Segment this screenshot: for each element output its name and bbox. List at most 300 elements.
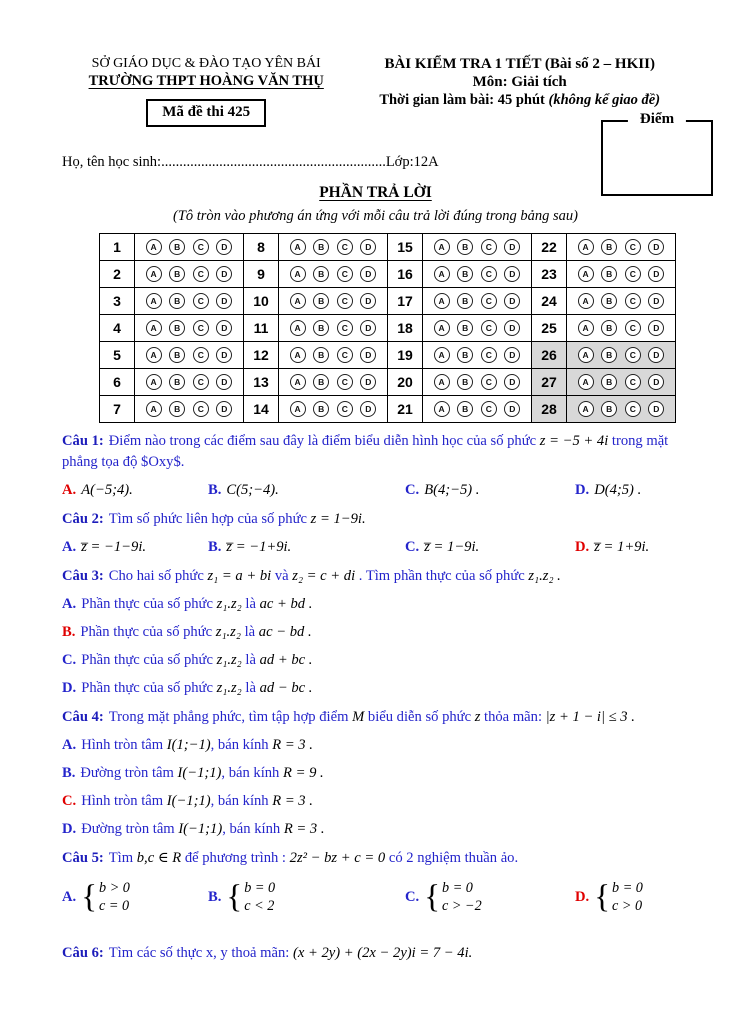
question-2-body: Tìm số phức liên hợp của số phức <box>108 511 311 527</box>
bubble-12-C[interactable]: C <box>337 347 353 363</box>
option-2C <box>405 537 575 558</box>
bubble-row-18 <box>423 320 531 336</box>
answer-number-15: 15 <box>388 234 423 261</box>
answer-grid-row <box>100 261 676 288</box>
exam-code-box <box>146 99 266 127</box>
answer-bubbles-17 <box>423 288 532 315</box>
bubble-26-D[interactable]: D <box>648 347 664 363</box>
bubble-20-C[interactable]: C <box>481 374 497 390</box>
bubble-26-B[interactable]: B <box>601 347 617 363</box>
question-1-formula: z = −5 + 4i <box>539 433 609 449</box>
bubble-8-A[interactable]: A <box>290 239 306 255</box>
bubble-10-B[interactable]: B <box>313 293 329 309</box>
bubble-7-D[interactable]: D <box>216 401 232 417</box>
option-1D-letter: D. <box>575 482 590 498</box>
answer-number-1: 1 <box>100 234 135 261</box>
option-3A-text: Phần thực của số phức <box>81 596 217 612</box>
bubble-26-A[interactable]: A <box>578 347 594 363</box>
bubble-6-A[interactable]: A <box>146 374 162 390</box>
exam-duration-note: (không kể giao đề) <box>548 92 661 108</box>
answer-bubbles-9 <box>279 261 388 288</box>
answer-bubbles-16 <box>423 261 532 288</box>
bubble-8-D[interactable]: D <box>360 239 376 255</box>
bubble-5-B[interactable]: B <box>169 347 185 363</box>
answer-bubbles-13 <box>279 369 388 396</box>
option-5A-line1: b > 0 <box>99 880 130 896</box>
option-4C-text: Hình tròn tâm <box>81 793 167 809</box>
bubble-8-C[interactable]: C <box>337 239 353 255</box>
answer-bubbles-28 <box>567 396 676 423</box>
question-2 <box>62 509 689 558</box>
option-4D <box>62 819 689 840</box>
exam-duration <box>350 92 689 109</box>
bubble-4-A[interactable]: A <box>146 320 162 336</box>
answer-bubbles-15 <box>423 234 532 261</box>
bubble-20-D[interactable]: D <box>504 374 520 390</box>
option-2B-letter: B. <box>208 539 222 555</box>
option-3C-text: Phần thực của số phức <box>81 652 217 668</box>
option-4D-radius: R = 3 . <box>283 821 325 837</box>
answer-grid-row <box>100 288 676 315</box>
question-5-body: Tìm <box>108 850 137 866</box>
question-5-options <box>62 879 689 915</box>
bubble-19-A[interactable]: A <box>434 347 450 363</box>
option-1A-value: A(−5;4). <box>81 482 133 498</box>
bubble-row-27 <box>567 374 675 390</box>
bubble-2-B[interactable]: B <box>169 266 185 282</box>
answer-number-21: 21 <box>388 396 423 423</box>
answer-bubbles-3 <box>135 288 244 315</box>
option-4C <box>62 791 689 812</box>
bubble-23-D[interactable]: D <box>648 266 664 282</box>
bubble-18-C[interactable]: C <box>481 320 497 336</box>
option-4A <box>62 735 689 756</box>
bubble-17-C[interactable]: C <box>481 293 497 309</box>
bubble-row-2 <box>135 266 243 282</box>
option-3C-text2: là <box>241 652 260 668</box>
bubble-3-A[interactable]: A <box>146 293 162 309</box>
bubble-27-B[interactable]: B <box>601 374 617 390</box>
answer-number-16: 16 <box>388 261 423 288</box>
answer-grid-table <box>99 233 676 423</box>
bubble-6-B[interactable]: B <box>169 374 185 390</box>
bubble-3-C[interactable]: C <box>193 293 209 309</box>
bubble-9-B[interactable]: B <box>313 266 329 282</box>
bubble-4-B[interactable]: B <box>169 320 185 336</box>
bubble-26-C[interactable]: C <box>625 347 641 363</box>
option-1B-value: C(5;−4). <box>226 482 279 498</box>
bubble-14-A[interactable]: A <box>290 401 306 417</box>
answer-bubbles-2 <box>135 261 244 288</box>
option-5A <box>62 879 208 915</box>
bubble-11-A[interactable]: A <box>290 320 306 336</box>
question-6 <box>62 943 689 964</box>
questions-section <box>62 431 689 964</box>
bubble-16-B[interactable]: B <box>457 266 473 282</box>
bubble-28-D[interactable]: D <box>648 401 664 417</box>
bubble-row-16 <box>423 266 531 282</box>
answer-number-13: 13 <box>244 369 279 396</box>
answer-number-14: 14 <box>244 396 279 423</box>
bubble-28-A[interactable]: A <box>578 401 594 417</box>
bubble-row-17 <box>423 293 531 309</box>
bubble-25-A[interactable]: A <box>578 320 594 336</box>
answer-number-11: 11 <box>244 315 279 342</box>
bubble-22-D[interactable]: D <box>648 239 664 255</box>
bubble-21-D[interactable]: D <box>504 401 520 417</box>
option-4B-center: I(−1;1) <box>177 765 222 781</box>
option-5B-line2: c < 2 <box>244 898 275 914</box>
answer-number-27: 27 <box>532 369 567 396</box>
bubble-9-D[interactable]: D <box>360 266 376 282</box>
bubble-24-A[interactable]: A <box>578 293 594 309</box>
bubble-21-B[interactable]: B <box>457 401 473 417</box>
answer-bubbles-20 <box>423 369 532 396</box>
option-4A-letter: A. <box>62 737 77 753</box>
bubble-15-B[interactable]: B <box>457 239 473 255</box>
exam-duration-text: Thời gian làm bài: 45 phút <box>379 92 549 108</box>
option-4B <box>62 763 689 784</box>
option-5C-line2: c > −2 <box>442 898 482 914</box>
bubble-7-B[interactable]: B <box>169 401 185 417</box>
bubble-row-26 <box>567 347 675 363</box>
answer-bubbles-14 <box>279 396 388 423</box>
question-2-label: Câu 2: <box>62 511 104 527</box>
bubble-19-C[interactable]: C <box>481 347 497 363</box>
question-6-label: Câu 6: <box>62 945 104 961</box>
bubble-19-B[interactable]: B <box>457 347 473 363</box>
bubble-18-A[interactable]: A <box>434 320 450 336</box>
bubble-5-D[interactable]: D <box>216 347 232 363</box>
bubble-18-B[interactable]: B <box>457 320 473 336</box>
option-2D <box>575 537 689 558</box>
bubble-10-A[interactable]: A <box>290 293 306 309</box>
question-3-body: Cho hai số phức <box>108 568 208 584</box>
bubble-9-C[interactable]: C <box>337 266 353 282</box>
bubble-20-A[interactable]: A <box>434 374 450 390</box>
bubble-16-A[interactable]: A <box>434 266 450 282</box>
bubble-17-D[interactable]: D <box>504 293 520 309</box>
bubble-row-13 <box>279 374 387 390</box>
question-2-text <box>62 509 689 530</box>
bubble-row-23 <box>567 266 675 282</box>
bubble-6-D[interactable]: D <box>216 374 232 390</box>
option-1A <box>62 480 208 501</box>
bubble-row-1 <box>135 239 243 255</box>
answer-grid-body <box>100 234 676 423</box>
option-5D-letter: D. <box>575 888 590 905</box>
option-4D-text: Đường tròn tâm <box>81 821 179 837</box>
bubble-13-D[interactable]: D <box>360 374 376 390</box>
student-info-line <box>62 154 689 171</box>
option-3A-letter: A. <box>62 596 77 612</box>
option-2B <box>208 537 405 558</box>
question-3-label: Câu 3: <box>62 568 104 584</box>
bubble-row-28 <box>567 401 675 417</box>
option-5D <box>575 879 689 915</box>
bubble-20-B[interactable]: B <box>457 374 473 390</box>
department-name: SỞ GIÁO DỤC & ĐÀO TẠO YÊN BÁI <box>91 56 321 71</box>
answer-grid-row <box>100 342 676 369</box>
answer-bubbles-18 <box>423 315 532 342</box>
bubble-1-B[interactable]: B <box>169 239 185 255</box>
bubble-27-D[interactable]: D <box>648 374 664 390</box>
left-brace: { <box>226 878 243 915</box>
bubble-row-3 <box>135 293 243 309</box>
option-4A-text: Hình tròn tâm <box>81 737 167 753</box>
option-2A-letter: A. <box>62 539 77 555</box>
bubble-7-A[interactable]: A <box>146 401 162 417</box>
option-3B <box>62 622 689 643</box>
answer-bubbles-6 <box>135 369 244 396</box>
bubble-13-B[interactable]: B <box>313 374 329 390</box>
answer-number-19: 19 <box>388 342 423 369</box>
option-5B-letter: B. <box>208 888 222 905</box>
answer-section-subtitle: (Tô tròn vào phương án ứng với mỗi câu trả lời đúng trong bảng sau) <box>172 208 579 224</box>
bubble-row-14 <box>279 401 387 417</box>
question-4-formula2: z <box>474 709 481 725</box>
bubble-13-C[interactable]: C <box>337 374 353 390</box>
question-1-body: Điểm nào trong các điểm sau đây là điểm biểu diễn hình học của số phức <box>108 433 540 449</box>
bubble-19-D[interactable]: D <box>504 347 520 363</box>
bubble-28-B[interactable]: B <box>601 401 617 417</box>
question-2-formula: z = 1−9i. <box>310 511 366 527</box>
option-5C <box>405 879 575 915</box>
option-3A-sub: z₁.z₂ <box>216 596 242 612</box>
answer-grid-row <box>100 234 676 261</box>
option-3B-letter: B. <box>62 624 76 640</box>
answer-bubbles-26 <box>567 342 676 369</box>
bubble-15-C[interactable]: C <box>481 239 497 255</box>
bubble-12-A[interactable]: A <box>290 347 306 363</box>
bubble-18-D[interactable]: D <box>504 320 520 336</box>
bubble-25-B[interactable]: B <box>601 320 617 336</box>
bubble-13-A[interactable]: A <box>290 374 306 390</box>
class-label: Lớp:12A <box>385 154 439 170</box>
bubble-10-C[interactable]: C <box>337 293 353 309</box>
question-1-label: Câu 1: <box>62 433 104 449</box>
answer-bubbles-22 <box>567 234 676 261</box>
option-3D-text: Phần thực của số phức <box>81 680 217 696</box>
bubble-1-A[interactable]: A <box>146 239 162 255</box>
answer-number-28: 28 <box>532 396 567 423</box>
answer-number-17: 17 <box>388 288 423 315</box>
option-4B-radius: R = 9 . <box>283 765 324 781</box>
bubble-21-A[interactable]: A <box>434 401 450 417</box>
bubble-4-D[interactable]: D <box>216 320 232 336</box>
bubble-22-C[interactable]: C <box>625 239 641 255</box>
option-5B <box>208 879 405 915</box>
bubble-25-D[interactable]: D <box>648 320 664 336</box>
question-3-body3: . Tìm phần thực của số phức <box>355 568 529 584</box>
bubble-row-15 <box>423 239 531 255</box>
option-1D <box>575 480 689 501</box>
bubble-27-A[interactable]: A <box>578 374 594 390</box>
bubble-15-A[interactable]: A <box>434 239 450 255</box>
bubble-14-C[interactable]: C <box>337 401 353 417</box>
option-5D-line1: b = 0 <box>612 880 643 896</box>
bubble-row-22 <box>567 239 675 255</box>
bubble-24-B[interactable]: B <box>601 293 617 309</box>
question-2-options <box>62 537 689 558</box>
bubble-16-D[interactable]: D <box>504 266 520 282</box>
bubble-25-C[interactable]: C <box>625 320 641 336</box>
option-2A <box>62 537 208 558</box>
answer-bubbles-27 <box>567 369 676 396</box>
question-3-formula2: z₂ = c + di <box>292 568 356 584</box>
answer-bubbles-25 <box>567 315 676 342</box>
bubble-11-C[interactable]: C <box>337 320 353 336</box>
bubble-27-C[interactable]: C <box>625 374 641 390</box>
question-4-formula1: M <box>352 709 365 725</box>
bubble-row-21 <box>423 401 531 417</box>
question-5-text <box>62 848 689 869</box>
bubble-3-D[interactable]: D <box>216 293 232 309</box>
bubble-24-D[interactable]: D <box>648 293 664 309</box>
option-3C-sub: z₁.z₂ <box>216 652 242 668</box>
bubble-23-B[interactable]: B <box>601 266 617 282</box>
bubble-8-B[interactable]: B <box>313 239 329 255</box>
bubble-row-19 <box>423 347 531 363</box>
answer-bubbles-24 <box>567 288 676 315</box>
question-5-label: Câu 5: <box>62 850 104 866</box>
answer-bubbles-12 <box>279 342 388 369</box>
option-4D-center: I(−1;1) <box>178 821 223 837</box>
question-4-formula3: |z + 1 − i| ≤ 3 . <box>545 709 635 725</box>
option-4A-radius: R = 3 . <box>272 737 313 753</box>
option-2D-letter: D. <box>575 539 590 555</box>
bubble-6-C[interactable]: C <box>193 374 209 390</box>
bubble-1-D[interactable]: D <box>216 239 232 255</box>
answer-section-title: PHẦN TRẢ LỜI <box>319 184 432 201</box>
answer-number-20: 20 <box>388 369 423 396</box>
bubble-5-A[interactable]: A <box>146 347 162 363</box>
bubble-23-C[interactable]: C <box>625 266 641 282</box>
bubble-row-8 <box>279 239 387 255</box>
answer-number-4: 4 <box>100 315 135 342</box>
question-1 <box>62 431 689 501</box>
option-2B-value: z̅ = −1+9i. <box>226 539 292 555</box>
option-3B-sub: z₁.z₂ <box>215 624 241 640</box>
bubble-5-C[interactable]: C <box>193 347 209 363</box>
option-1C <box>405 480 575 501</box>
question-3-formula3: z₁.z₂ . <box>528 568 561 584</box>
question-5-formula1: b,c ∈ R <box>136 850 182 866</box>
option-3D-sub: z₁.z₂ <box>216 680 242 696</box>
option-2C-letter: C. <box>405 539 420 555</box>
question-3 <box>62 566 689 699</box>
bubble-12-D[interactable]: D <box>360 347 376 363</box>
header <box>62 56 689 127</box>
bubble-3-B[interactable]: B <box>169 293 185 309</box>
bubble-2-C[interactable]: C <box>193 266 209 282</box>
bubble-row-4 <box>135 320 243 336</box>
question-4-body: Trong mặt phẳng phức, tìm tập hợp điểm <box>108 709 353 725</box>
bubble-11-D[interactable]: D <box>360 320 376 336</box>
question-4 <box>62 707 689 840</box>
question-3-text <box>62 566 689 587</box>
bubble-row-10 <box>279 293 387 309</box>
question-6-text <box>62 943 689 964</box>
answer-grid-row <box>100 396 676 423</box>
bubble-10-D[interactable]: D <box>360 293 376 309</box>
answer-bubbles-23 <box>567 261 676 288</box>
bubble-2-A[interactable]: A <box>146 266 162 282</box>
option-3D-text2: là <box>241 680 260 696</box>
header-left <box>62 56 350 127</box>
option-3C-letter: C. <box>62 652 77 668</box>
option-4D-letter: D. <box>62 821 77 837</box>
bubble-9-A[interactable]: A <box>290 266 306 282</box>
left-brace: { <box>81 878 98 915</box>
option-4C-center: I(−1;1) <box>166 793 211 809</box>
option-5C-letter: C. <box>405 888 420 905</box>
bubble-28-C[interactable]: C <box>625 401 641 417</box>
bubble-11-B[interactable]: B <box>313 320 329 336</box>
left-brace: { <box>594 878 611 915</box>
answer-number-22: 22 <box>532 234 567 261</box>
left-brace: { <box>424 878 441 915</box>
option-3A-value: ac + bd . <box>259 596 313 612</box>
answer-number-26: 26 <box>532 342 567 369</box>
score-box-label: Điểm <box>628 111 686 128</box>
option-1B <box>208 480 405 501</box>
option-3B-text: Phần thực của số phức <box>80 624 216 640</box>
bubble-12-B[interactable]: B <box>313 347 329 363</box>
answer-bubbles-11 <box>279 315 388 342</box>
exam-subject: Môn: Giải tích <box>472 74 567 90</box>
student-name-field: .............................................................. <box>161 154 386 170</box>
bubble-14-B[interactable]: B <box>313 401 329 417</box>
question-4-text <box>62 707 689 728</box>
bubble-22-A[interactable]: A <box>578 239 594 255</box>
bubble-14-D[interactable]: D <box>360 401 376 417</box>
question-5 <box>62 848 689 915</box>
answer-bubbles-1 <box>135 234 244 261</box>
bubble-row-25 <box>567 320 675 336</box>
answer-bubbles-4 <box>135 315 244 342</box>
bubble-23-A[interactable]: A <box>578 266 594 282</box>
bubble-21-C[interactable]: C <box>481 401 497 417</box>
option-1C-letter: C. <box>405 482 420 498</box>
bubble-7-C[interactable]: C <box>193 401 209 417</box>
bubble-4-C[interactable]: C <box>193 320 209 336</box>
answer-bubbles-7 <box>135 396 244 423</box>
answer-number-3: 3 <box>100 288 135 315</box>
answer-bubbles-21 <box>423 396 532 423</box>
school-name: TRƯỜNG THPT HOÀNG VĂN THỤ <box>88 73 324 89</box>
bubble-17-A[interactable]: A <box>434 293 450 309</box>
exam-code-label: Mã đề thi 425 <box>162 104 251 120</box>
bubble-1-C[interactable]: C <box>193 239 209 255</box>
bubble-row-6 <box>135 374 243 390</box>
bubble-2-D[interactable]: D <box>216 266 232 282</box>
option-2D-value: z̅ = 1+9i. <box>594 539 650 555</box>
exam-title: BÀI KIỂM TRA 1 TIẾT (Bài số 2 – HKII) <box>384 56 655 72</box>
option-5C-line1: b = 0 <box>442 880 473 896</box>
option-5A-letter: A. <box>62 888 77 905</box>
option-1D-value: D(4;5) . <box>594 482 642 498</box>
answer-number-8: 8 <box>244 234 279 261</box>
answer-grid-row <box>100 369 676 396</box>
bubble-17-B[interactable]: B <box>457 293 473 309</box>
bubble-15-D[interactable]: D <box>504 239 520 255</box>
bubble-22-B[interactable]: B <box>601 239 617 255</box>
bubble-24-C[interactable]: C <box>625 293 641 309</box>
option-3C-value: ad + bc . <box>259 652 313 668</box>
question-4-body3: thỏa mãn: <box>480 709 546 725</box>
bubble-16-C[interactable]: C <box>481 266 497 282</box>
